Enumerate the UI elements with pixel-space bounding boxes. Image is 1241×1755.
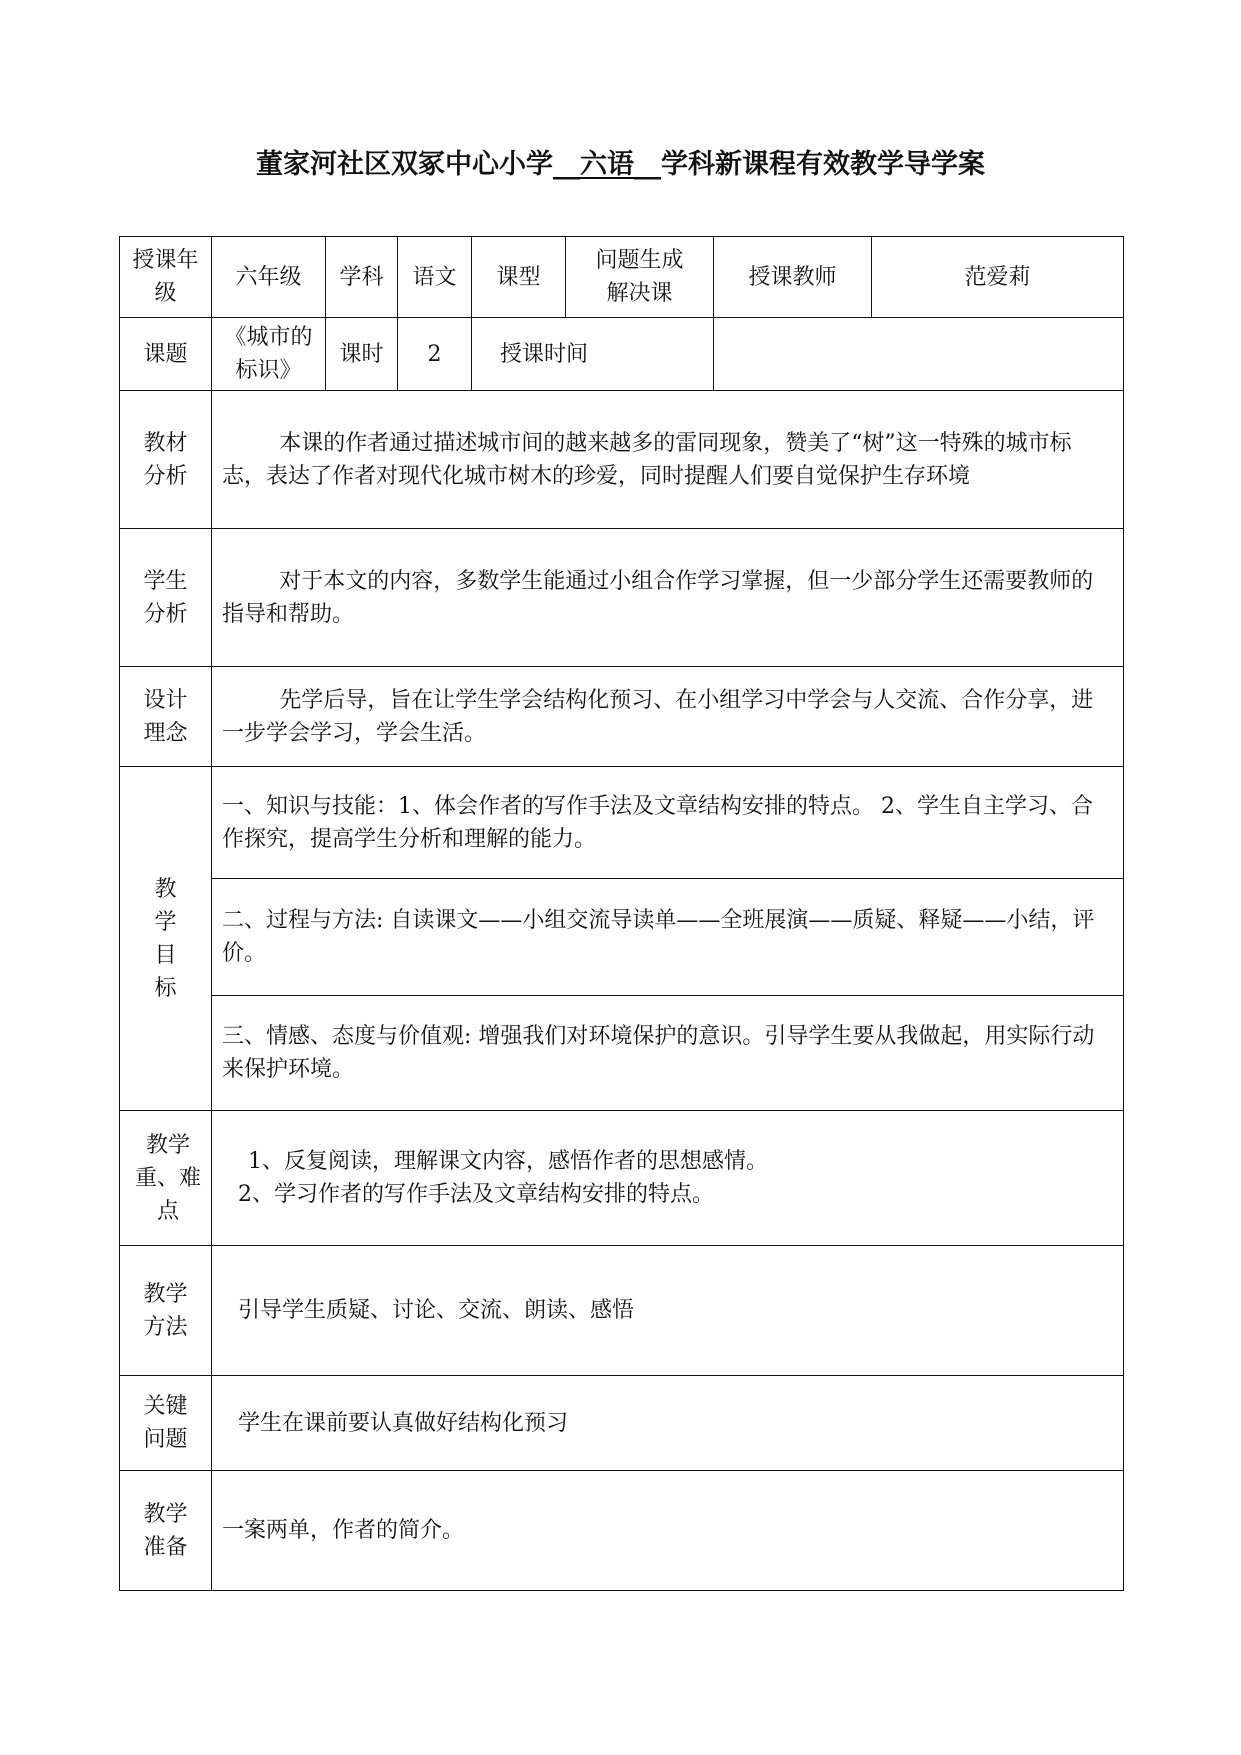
grade-value: 六年级 xyxy=(212,237,326,318)
preparation-row xyxy=(120,1471,1124,1591)
key-point-2: 2、学习作者的写作手法及文章结构安排的特点。 xyxy=(238,1182,714,1207)
teaching-method-label: 教学方法 xyxy=(143,1281,188,1340)
header-row xyxy=(120,237,1124,318)
teaching-method-text: 引导学生质疑、讨论、交流、朗读、感悟 xyxy=(212,1246,1124,1376)
goal-row-1 xyxy=(120,767,1124,879)
design-concept-text: 先学后导，旨在让学生学会结构化预习、在小组学习中学会与人交流、合作分享，进一步学会学习，学会生活。 xyxy=(222,687,1094,746)
goal-2-text: 二、过程与方法: 自读课文——小组交流导读单——全班展演——质疑、释疑——小结，评价。 xyxy=(212,879,1124,996)
title-suffix: 学科新课程有效教学导学案 xyxy=(661,149,985,180)
teacher-label: 授课教师 xyxy=(714,237,872,318)
grade-label: 授课年级 xyxy=(120,237,212,318)
key-point-1: 1、反复阅读，理解课文内容，感悟作者的思想感情。 xyxy=(248,1149,768,1174)
title-subject: __六语__ xyxy=(553,149,661,180)
goal-3-text: 三、情感、态度与价值观: 增强我们对环境保护的意识。引导学生要从我做起，用实际行动来保护环境。 xyxy=(212,996,1124,1111)
time-value xyxy=(714,318,1124,391)
subject-value: 语文 xyxy=(398,237,472,318)
key-question-label: 关键问题 xyxy=(143,1394,188,1452)
goal-row-2 xyxy=(120,879,1124,996)
title-prefix: 董家河社区双冢中心小学 xyxy=(256,149,553,180)
key-points-row xyxy=(120,1111,1124,1246)
teaching-goals-label: 教学目标 xyxy=(154,876,177,1001)
goal-row-3 xyxy=(120,996,1124,1111)
student-analysis-row xyxy=(120,529,1124,667)
hours-label: 课时 xyxy=(326,318,398,391)
design-concept-label: 设计理念 xyxy=(143,687,188,746)
teacher-value: 范爱莉 xyxy=(872,237,1124,318)
topic-value: 《城市的标识》 xyxy=(212,318,326,391)
key-points-label: 教学重、难点 xyxy=(134,1132,201,1224)
preparation-text: 一案两单，作者的简介。 xyxy=(212,1471,1124,1591)
type-value: 问题生成解决课 xyxy=(566,237,714,318)
goal-1-text: 一、知识与技能：1、体会作者的写作手法及文章结构安排的特点。 2、学生自主学习、合作探究，提高学生分析和理解的能力。 xyxy=(212,767,1124,879)
material-analysis-text: 本课的作者通过描述城市间的越来越多的雷同现象，赞美了“树”这一特殊的城市标志，表达了作者对现代化城市树木的珍爱，同时提醒人们要自觉保护生存环境 xyxy=(222,430,1072,489)
design-concept-row xyxy=(120,667,1124,767)
topic-label: 课题 xyxy=(120,318,212,391)
key-question-text: 学生在课前要认真做好结构化预习 xyxy=(212,1376,1124,1471)
hours-value: 2 xyxy=(398,318,472,391)
material-analysis-row xyxy=(120,391,1124,529)
student-analysis-text: 对于本文的内容，多数学生能通过小组合作学习掌握，但一少部分学生还需要教师的指导和帮助。 xyxy=(222,568,1094,627)
topic-row xyxy=(120,318,1124,391)
subject-label: 学科 xyxy=(326,237,398,318)
lesson-plan-table xyxy=(119,236,1124,1591)
material-analysis-label: 教材分析 xyxy=(143,430,188,489)
teaching-method-row xyxy=(120,1246,1124,1376)
type-label: 课型 xyxy=(472,237,566,318)
key-question-row xyxy=(120,1376,1124,1471)
student-analysis-label: 学生分析 xyxy=(143,568,188,627)
preparation-label: 教学准备 xyxy=(143,1501,188,1560)
time-label: 授课时间 xyxy=(472,318,714,391)
document-title xyxy=(0,142,1241,181)
